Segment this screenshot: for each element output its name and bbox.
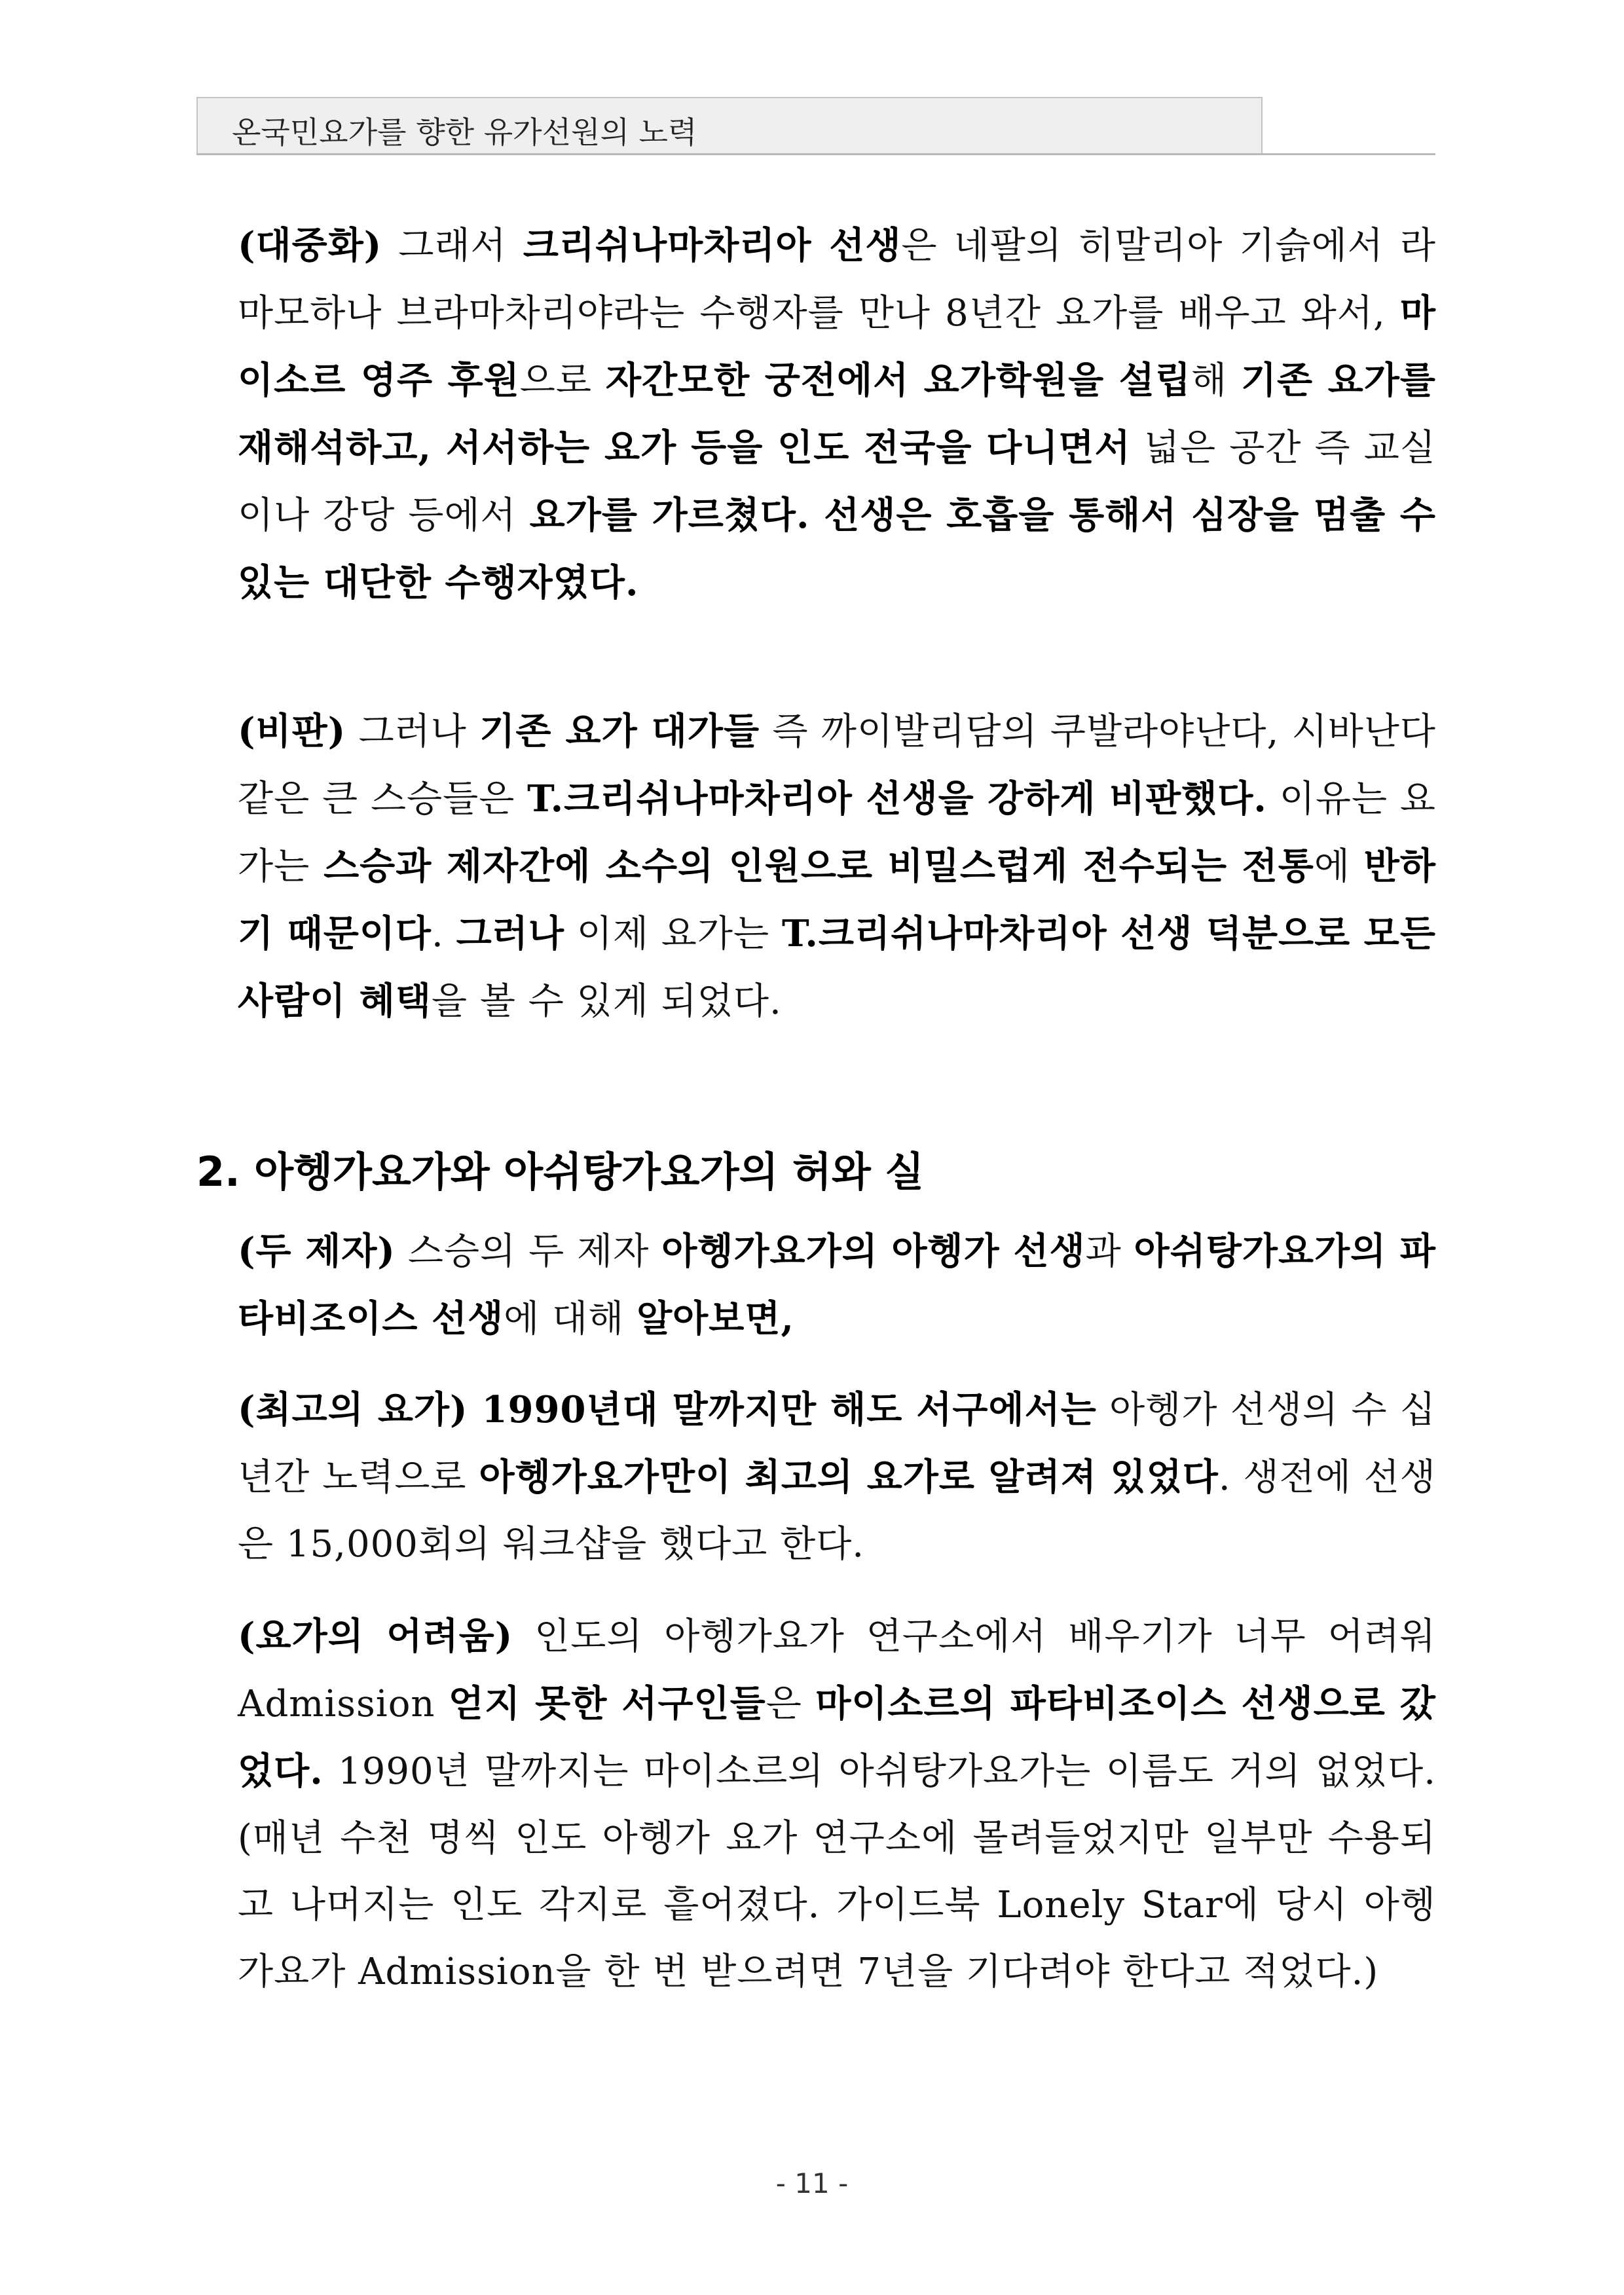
emphasis-text: (두 제자) <box>238 1230 396 1273</box>
emphasis-text: 크리쉬나마차리아 선생 <box>523 224 902 267</box>
emphasis-text: (최고의 요가) 1990년대 말까지만 해도 서구에서는 <box>238 1388 1097 1431</box>
body-text: . <box>432 913 456 955</box>
body-text: 즉 까이발리담의 쿠발라야난다, 시바난다 같은 큰 스승들은 <box>238 710 1437 820</box>
body-text: 그래서 <box>382 225 523 267</box>
body-text: 에 <box>1314 845 1364 888</box>
emphasis-text: T.크리쉬나마차리아 선생 덕분으로 모든 사람이 혜택 <box>238 912 1436 1023</box>
emphasis-text: 요가를 가르쳤다. 선생은 호흡을 통해서 심장을 멈출 수 있는 대단한 수행자였다. <box>238 494 1436 604</box>
body-text: 넓은 공간 즉 교실이나 강당 등에서 <box>238 427 1436 537</box>
emphasis-text: 아쉬탕가요가의 파타비조이스 선생 <box>238 1230 1437 1340</box>
header-rule <box>196 153 1435 155</box>
body-text: 을 볼 수 있게 되었다. <box>431 980 782 1023</box>
emphasis-text: T.크리쉬나마차리아 선생을 강하게 비판했다. <box>527 777 1267 820</box>
emphasis-text: 반하기 때문이다 <box>238 845 1436 955</box>
body-text: 1990년 말까지는 마이소르의 아쉬탕가요가는 이름도 거의 없었다. (매년 수천 명씩 인도 아헹가 요가 연구소에 몰려들었지만 일부만 수용되고 나머지는 인도 각지로 흩어졌다. 가이드북 Lonely Star에 당시 아헹가요가 Admission을 한 번 받으려면 7년을 기다려야 한다고 적었다.) <box>238 1750 1436 1993</box>
body-text: 은 네팔의 히말리아 기슭에서 라마모하나 브라마차리야라는 수행자를 만나 8년간 요가를 배우고 와서, <box>238 225 1436 335</box>
running-header-title: 온국민요가를 향한 유가선원의 노력 <box>232 115 697 150</box>
paragraph-criticism <box>238 698 1436 1035</box>
paragraph-popularization <box>238 212 1436 617</box>
emphasis-text: (요가의 어려움) <box>238 1615 513 1658</box>
emphasis-text: (대중화) <box>238 224 382 267</box>
body-text: 스승의 두 제자 <box>395 1230 662 1273</box>
emphasis-text: 기존 요가 대가들 <box>479 710 760 753</box>
emphasis-text: 그러나 <box>456 912 564 955</box>
emphasis-text: 얻지 못한 서구인들 <box>448 1682 766 1725</box>
emphasis-text: (비판) <box>238 710 346 753</box>
emphasis-text: 마이소르의 파타비조이스 선생으로 갔었다. <box>238 1682 1436 1793</box>
emphasis-text: 스승과 제자간에 소수의 인원으로 비밀스럽게 전수되는 전통 <box>323 845 1314 888</box>
body-text: 이유는 요가는 <box>238 778 1436 888</box>
body-text: 이제 요가는 <box>564 913 782 955</box>
body-text: 은 <box>766 1683 816 1725</box>
body-text: 인도의 아헹가요가 연구소에서 배우기가 너무 어려워 Admission <box>238 1615 1436 1725</box>
emphasis-text: 자간모한 궁전에서 요가학원을 설립 <box>605 359 1191 402</box>
body-text: . 생전에 선생은 15,000회의 워크샵을 했다고 한다. <box>238 1456 1437 1566</box>
page-number: - 11 - <box>775 2167 849 2199</box>
paragraph-yoga-difficulty <box>238 1603 1436 2006</box>
emphasis-text: 기존 요가를 재해석하고, 서서하는 요가 등을 인도 전국을 다니면서 <box>238 359 1436 469</box>
body-text: 으로 <box>519 359 606 402</box>
body-text: 해 <box>1190 359 1241 402</box>
body-text: 에 대해 <box>504 1298 637 1340</box>
section-heading: 2. 아헹가요가와 아쉬탕가요가의 허와 실 <box>196 1148 925 1196</box>
paragraph-two-disciples <box>238 1218 1436 1353</box>
emphasis-text: 알아보면, <box>637 1297 794 1340</box>
emphasis-text: 아헹가요가의 아헹가 선생 <box>661 1230 1086 1273</box>
body-text: 아헹가 선생의 수 십년간 노력으로 <box>238 1389 1436 1499</box>
emphasis-text: 아헹가요가만이 최고의 요가로 알려져 있었다 <box>479 1456 1219 1499</box>
body-text: 과 <box>1085 1230 1134 1273</box>
paragraph-best-yoga <box>238 1376 1436 1578</box>
emphasis-text: 마이소르 영주 후원 <box>238 291 1436 402</box>
body-text: 그러나 <box>346 710 480 753</box>
